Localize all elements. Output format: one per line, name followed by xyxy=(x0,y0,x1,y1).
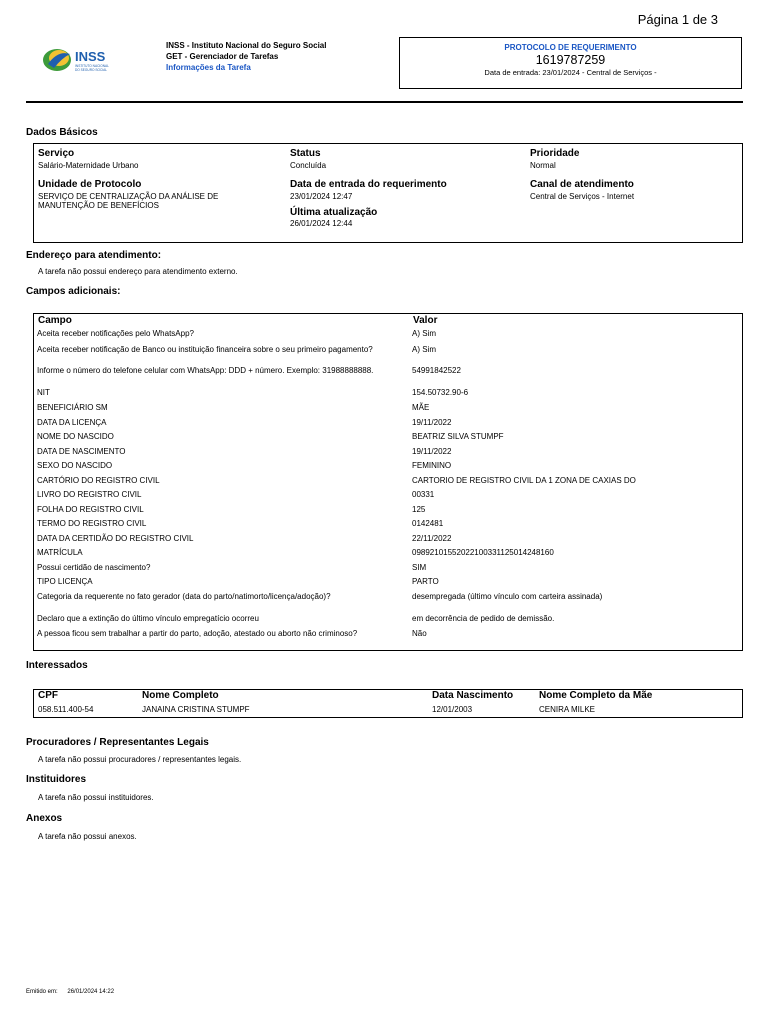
interessado-nome: JANAINA CRISTINA STUMPF xyxy=(142,705,250,714)
canal-label: Canal de atendimento xyxy=(530,179,634,190)
protocol-box xyxy=(399,37,742,89)
unidade-label: Unidade de Protocolo xyxy=(38,179,142,190)
campos-cell-campo: TIPO LICENÇA xyxy=(37,577,93,586)
protocol-label: PROTOCOLO DE REQUERIMENTO xyxy=(504,43,637,52)
interessados-header-nasc: Data Nascimento xyxy=(432,690,514,701)
interessado-cpf: 058.511.400-54 xyxy=(38,705,94,714)
footer xyxy=(26,989,114,995)
campos-cell-valor: SIM xyxy=(412,563,427,572)
campos-cell-valor: FEMININO xyxy=(412,461,452,470)
campos-cell-valor: em decorrência de pedido de demissão. xyxy=(412,614,555,623)
campos-cell-valor: BEATRIZ SILVA STUMPF xyxy=(412,432,504,441)
campos-cell-valor: 22/11/2022 xyxy=(412,534,452,543)
campos-cell-campo: FOLHA DO REGISTRO CIVIL xyxy=(37,505,144,514)
campos-cell-campo: NOME DO NASCIDO xyxy=(37,432,114,441)
campos-cell-campo: DATA DA LICENÇA xyxy=(37,418,107,427)
unidade-value: SERVIÇO DE CENTRALIZAÇÃO DA ANÁLISE DE MANUTENÇÃO DE BENEFÍCIOS xyxy=(38,192,219,210)
campos-cell-campo: MATRÍCULA xyxy=(37,548,83,557)
section-title-anexos: Anexos xyxy=(26,813,63,824)
page-number: Página 1 de 3 xyxy=(637,12,718,27)
campos-header-campo: Campo xyxy=(38,315,72,326)
interessados-header-cpf: CPF xyxy=(38,690,58,701)
org-name: INSS - Instituto Nacional do Seguro Social xyxy=(166,41,327,50)
campos-header-valor: Valor xyxy=(413,315,438,326)
campos-cell-campo: SEXO DO NASCIDO xyxy=(37,461,113,470)
status-value: Concluída xyxy=(290,161,327,170)
campos-cell-valor: CARTORIO DE REGISTRO CIVIL DA 1 ZONA DE CAXIAS DO xyxy=(412,476,636,485)
campos-cell-valor: A) Sim xyxy=(412,345,436,354)
endereco-text: A tarefa não possui endereço para atendimento externo. xyxy=(38,267,238,276)
protocol-entry-info: Data de entrada: 23/01/2024 - Central de Serviços - xyxy=(484,68,657,77)
campos-cell-campo: NIT xyxy=(37,388,50,397)
interessados-header-mae: Nome Completo da Mãe xyxy=(539,690,653,701)
campos-cell-campo: Informe o número do telefone celular com WhatsApp: DDD + número. Exemplo: 31988888888. xyxy=(37,366,374,375)
campos-cell-valor: 19/11/2022 xyxy=(412,447,452,456)
emitido-label: Emitido em: xyxy=(26,989,58,995)
campos-cell-campo: Categoria da requerente no fato gerador (data do parto/natimorto/licença/adoção)? xyxy=(37,592,331,601)
campos-cell-campo: TERMO DO REGISTRO CIVIL xyxy=(37,519,147,528)
ultima-label: Última atualização xyxy=(290,207,378,218)
prioridade-value: Normal xyxy=(530,161,556,170)
header-divider xyxy=(26,101,743,103)
campos-cell-valor: MÃE xyxy=(412,403,430,412)
procuradores-text: A tarefa não possui procuradores / representantes legais. xyxy=(38,755,242,764)
campos-cell-campo: Aceita receber notificações pelo WhatsApp? xyxy=(37,329,194,338)
campos-cell-valor: 125 xyxy=(412,505,426,514)
emitido-value: 26/01/2024 14:22 xyxy=(67,989,115,995)
section-title-procuradores: Procuradores / Representantes Legais xyxy=(26,737,209,748)
inss-logo-icon xyxy=(42,44,132,74)
data-entrada-label: Data de entrada do requerimento xyxy=(290,179,447,190)
system-name: GET - Gerenciador de Tarefas xyxy=(166,52,279,61)
campos-cell-campo: DATA DA CERTIDÃO DO REGISTRO CIVIL xyxy=(37,534,194,543)
campos-cell-valor: 19/11/2022 xyxy=(412,418,452,427)
campos-cell-campo: Possui certidão de nascimento? xyxy=(37,563,151,572)
campos-cell-valor: A) Sim xyxy=(412,329,436,338)
status-label: Status xyxy=(290,148,321,159)
campos-cell-valor: 54991842522 xyxy=(412,366,461,375)
section-title-basic: Dados Básicos xyxy=(26,127,98,138)
campos-cell-campo: DATA DE NASCIMENTO xyxy=(37,447,126,456)
header-text xyxy=(166,40,326,73)
interessados-header-nome: Nome Completo xyxy=(142,690,219,701)
prioridade-label: Prioridade xyxy=(530,148,580,159)
campos-cell-campo: Declaro que a extinção do último vínculo empregatício ocorreu xyxy=(37,614,259,623)
campos-cell-campo: LIVRO DO REGISTRO CIVIL xyxy=(37,490,142,499)
anexos-text: A tarefa não possui anexos. xyxy=(38,832,137,841)
section-title-campos: Campos adicionais: xyxy=(26,286,121,297)
section-title-endereco: Endereço para atendimento: xyxy=(26,250,162,261)
section-title-instituidores: Instituidores xyxy=(26,774,87,785)
campos-cell-campo: Aceita receber notificação de Banco ou instituição financeira sobre o seu primeiro pagamento? xyxy=(37,345,373,354)
campos-cell-valor: PARTO xyxy=(412,577,439,586)
logo-subtext-1: INSTITUTO NACIONAL xyxy=(75,64,109,68)
servico-value: Salário-Maternidade Urbano xyxy=(38,161,139,170)
interessado-mae: CENIRA MILKE xyxy=(539,705,596,714)
protocol-number: 1619787259 xyxy=(535,53,606,67)
campos-cell-valor: 09892101552022100331125014248160 xyxy=(412,548,554,557)
instituidores-text: A tarefa não possui instituidores. xyxy=(38,793,154,802)
campos-cell-valor: 00331 xyxy=(412,490,435,499)
canal-value: Central de Serviços - Internet xyxy=(530,192,635,201)
doc-type: Informações da Tarefa xyxy=(166,63,251,72)
campos-cell-valor: desempregada (último vínculo com carteira assinada) xyxy=(412,592,603,601)
data-entrada-value: 23/01/2024 12:47 xyxy=(290,192,353,201)
logo-subtext-2: DO SEGURO SOCIAL xyxy=(75,68,108,72)
campos-cell-campo: A pessoa ficou sem trabalhar a partir do parto, adoção, atestado ou aborto não criminoso? xyxy=(37,629,358,638)
campos-cell-campo: BENEFICIÁRIO SM xyxy=(37,403,108,412)
logo-text: INSS xyxy=(75,49,106,64)
campos-cell-campo: CARTÓRIO DO REGISTRO CIVIL xyxy=(37,476,160,485)
campos-cell-valor: Não xyxy=(412,629,427,638)
section-title-interessados: Interessados xyxy=(26,660,88,671)
servico-label: Serviço xyxy=(38,148,75,159)
interessado-nasc: 12/01/2003 xyxy=(432,705,473,714)
campos-cell-valor: 0142481 xyxy=(412,519,444,528)
campos-cell-valor: 154.50732.90-6 xyxy=(412,388,469,397)
ultima-value: 26/01/2024 12:44 xyxy=(290,219,353,228)
